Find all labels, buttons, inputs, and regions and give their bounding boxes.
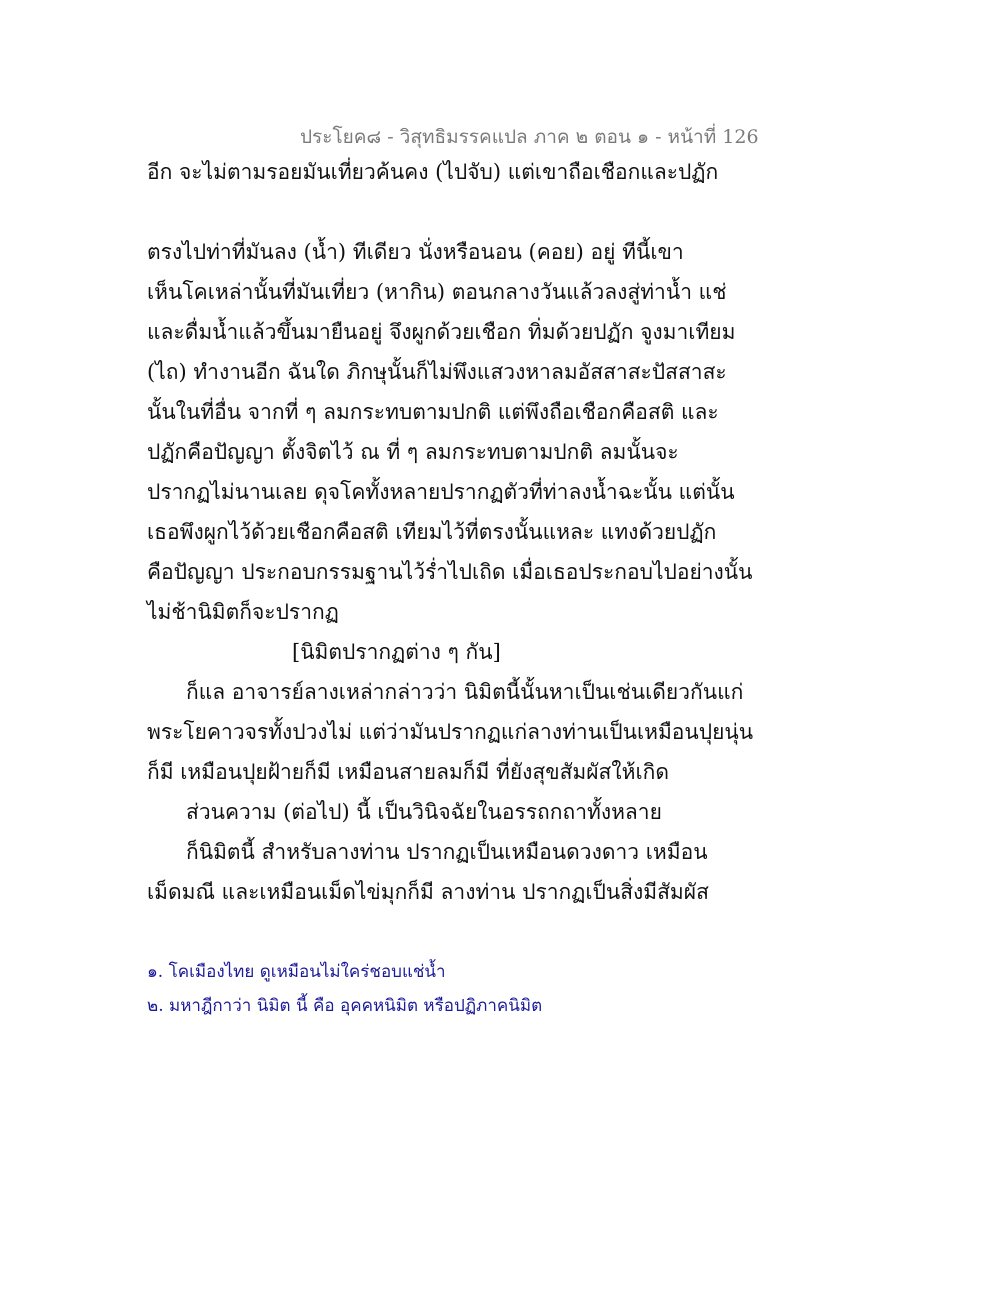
body-line: คือปัญญา ประกอบกรรมฐานไว้ร่ำไปเถิด เมื่อเธอประกอบไปอย่างนั้น: [147, 560, 753, 584]
body-line: อีก จะไม่ตามรอยมันเที่ยวค้นคง (ไปจับ) แต่เขาถือเชือกและปฏัก: [147, 160, 719, 184]
body-line: ส่วนความ (ต่อไป) นี้ เป็นวินิจฉัยในอรรถกถาทั้งหลาย: [186, 800, 662, 824]
body-line: เห็นโคเหล่านั้นที่มันเที่ยว (หากิน) ตอนกลางวันแล้วลงสู่ท่าน้ำ แช่: [147, 280, 727, 304]
body-line: ปรากฏไม่นานเลย ดุจโคทั้งหลายปรากฏตัวที่ท่าลงน้ำฉะนั้น แต่นั้น: [147, 480, 735, 504]
body-line: ก็นิมิตนี้ สำหรับลางท่าน ปรากฏเป็นเหมือนดวงดาว เหมือน: [186, 840, 708, 864]
body-line: เธอพึงผูกไว้ด้วยเชือกคือสติ เทียมไว้ที่ตรงนั้นแหละ แทงด้วยปฏัก: [147, 520, 717, 544]
section-heading: [นิมิตปรากฏต่าง ๆ กัน]: [292, 640, 501, 664]
body-line: และดื่มน้ำแล้วขึ้นมายืนอยู่ จึงผูกด้วยเชือก ทิ่มด้วยปฏัก จูงมาเทียม: [147, 320, 736, 344]
body-line: นั้นในที่อื่น จากที่ ๆ ลมกระทบตามปกติ แต่พึงถือเชือกคือสติ และ: [147, 400, 719, 424]
footnote-1: ๑. โคเมืองไทย ดูเหมือนไม่ใคร่ชอบแช่น้ำ: [147, 962, 446, 982]
body-line: ก็มี เหมือนปุยฝ้ายก็มี เหมือนสายลมก็มี ที่ยังสุขสัมผัสให้เกิด: [147, 760, 670, 784]
body-line: เม็ดมณี และเหมือนเม็ดไข่มุกก็มี ลางท่าน ปรากฏเป็นสิ่งมีสัมผัส: [147, 880, 709, 904]
body-line: (ไถ) ทำงานอีก ฉันใด ภิกษุนั้นก็ไม่พึงแสวงหาลมอัสสาสะปัสสาสะ: [147, 360, 727, 384]
body-line: ตรงไปท่าที่มันลง (น้ำ) ทีเดียว นั่งหรือนอน (คอย) อยู่ ทีนี้เขา: [147, 240, 684, 264]
body-line: ไม่ช้านิมิตก็จะปรากฏ: [147, 600, 339, 624]
body-line: พระโยคาวจรทั้งปวงไม่ แต่ว่ามันปรากฏแก่ลางท่านเป็นเหมือนปุยนุ่น: [147, 720, 754, 744]
body-line: ก็แล อาจารย์ลางเหล่ากล่าวว่า นิมิตนี้นั้นหาเป็นเช่นเดียวกันแก่: [186, 680, 744, 704]
footnote-2: ๒. มหาฎีกาว่า นิมิต นี้ คือ อุคคหนิมิต หรือปฏิภาคนิมิต: [147, 996, 543, 1016]
body-line: ปฏักคือปัญญา ตั้งจิตไว้ ณ ที่ ๆ ลมกระทบตามปกติ ลมนั้นจะ: [147, 440, 679, 464]
running-header: ประโยค๘ - วิสุทธิมรรคแปล ภาค ๒ ตอน ๑ - หน้าที่ 126: [300, 126, 759, 148]
